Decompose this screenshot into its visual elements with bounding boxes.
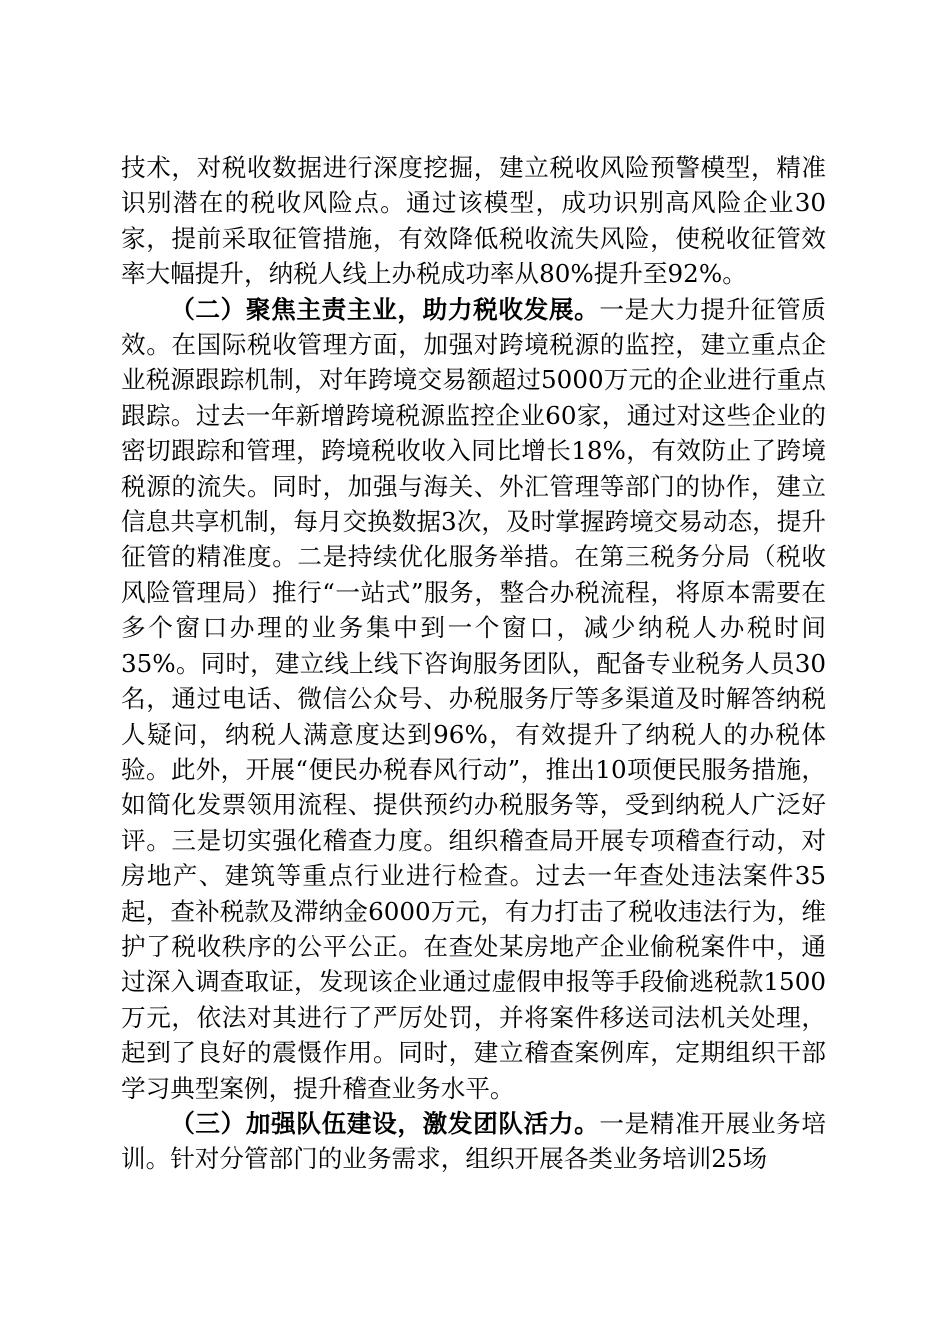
paragraph-text: 一是大力提升征管质效。在国际税收管理方面，加强对跨境税源的监控，建立重点企业税源跟踪机制，对年跨境交易额超过5000万元的企业进行重点跟踪。过去一年新增跨境税源监控企业60家，通过对这些企业的密切跟踪和管理，跨境税收收入同比增长18%，有效防止了跨境税源的流失。同时，加强与海关、外汇管理等部门的协作，建立信息共享机制，每月交换数据3次，及时掌握跨境交易动态，提升征管的精准度。二是持续优化服务举措。在第三税务分局（税收风险管理局）推行“一站式”服务，整合办税流程，将原本需要在多个窗口办理的业务集中到一个窗口，减少纳税人办税时间35%。同时，建立线上线下咨询服务团队，配备专业税务人员30名，通过电话、微信公众号、办税服务厅等多渠道及时解答纳税人疑问，纳税人满意度达到96%，有效提升了纳税人的办税体验。此外，开展“便民办税春风行动”，推出10项便民服务措施，如简化发票领用流程、提供预约办税服务等，受到纳税人广泛好评。三是切实强化稽查力度。组织稽查局开展专项稽查行动，对房地产、建筑等重点行业进行检查。过去一年查处违法案件35起，查补税款及滞纳金6000万元，有力打击了税收违法行为，维护了税收秩序的公平公正。在查处某房地产企业偷税案件中，通过深入调查取证，发现该企业通过虚假申报等手段偷逃税款1500万元，依法对其进行了严厉处罚，并将案件移送司法机关处理，起到了良好的震慑作用。同时，建立稽查案例库，定期组织干部学习典型案例，提升稽查业务水平。 [121, 294, 826, 1103]
section-heading: （二）聚焦主责主业，助力税收发展。 [170, 294, 600, 324]
section-heading: （三）加强队伍建设，激发团队活力。 [170, 1108, 600, 1138]
paragraph-continuation [121, 150, 826, 292]
paragraph-section-2 [121, 292, 826, 1106]
paragraph-text: 技术，对税收数据进行深度挖掘，建立税收风险预警模型，精准识别潜在的税收风险点。通过该模型，成功识别高风险企业30家，提前采取征管措施，有效降低税收流失风险，使税收征管效率大幅提升，纳税人线上办税成功率从80%提升至92%。 [121, 153, 826, 289]
document-body [121, 150, 826, 1177]
paragraph-text: 一是精准开展业务培训。针对分管部门的业务需求，组织开展各类业务培训25场 [121, 1108, 826, 1174]
paragraph-section-3 [121, 1106, 826, 1177]
